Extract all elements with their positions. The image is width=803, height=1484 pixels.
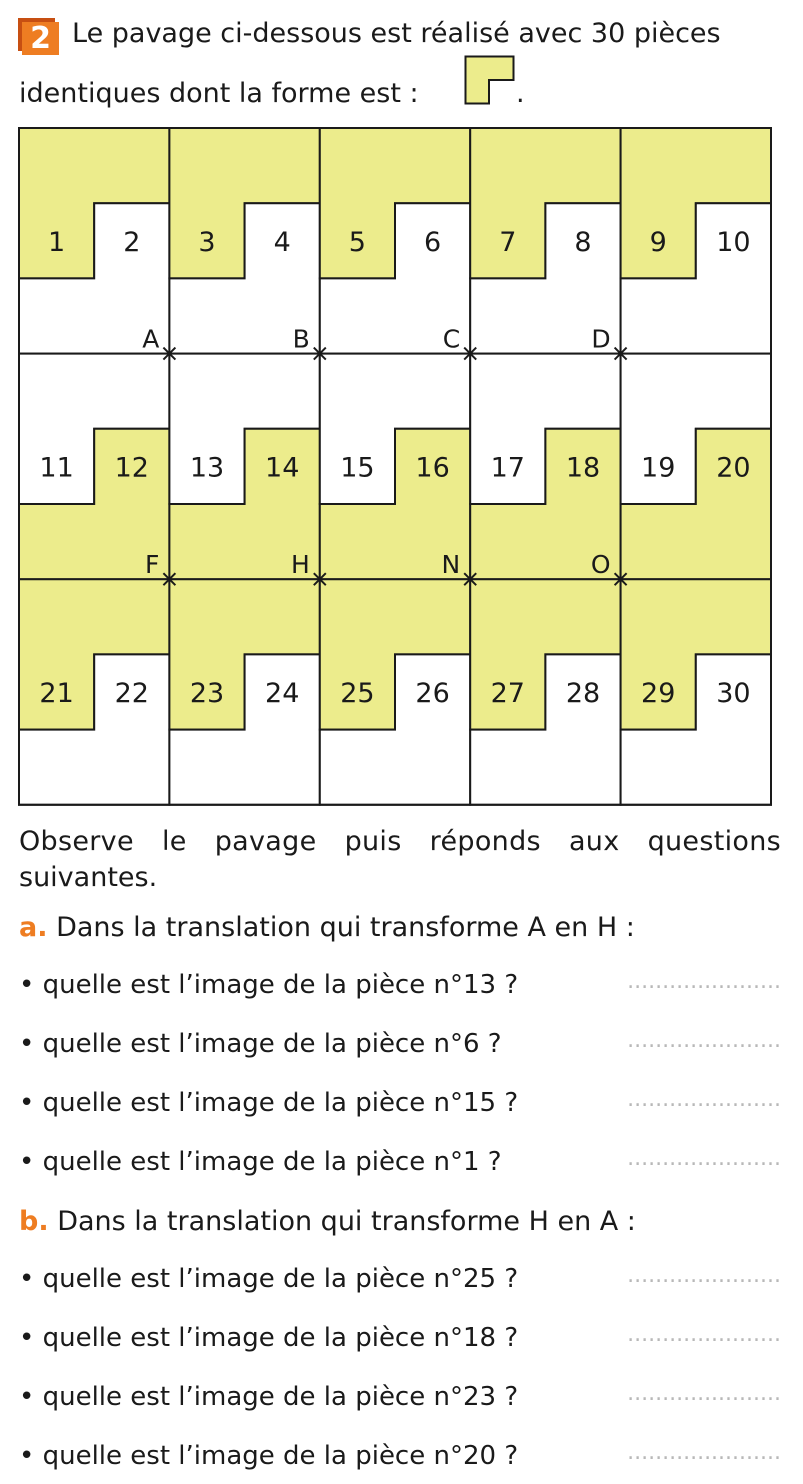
piece-number-19: 19 (641, 452, 676, 484)
section-a-text: Dans la translation qui transforme A en H : (56, 912, 635, 943)
piece-number-15: 15 (340, 452, 375, 484)
piece-number-17: 17 (490, 452, 525, 484)
piece-number-25: 25 (340, 678, 375, 709)
question-a1 (19, 970, 781, 1000)
piece-number-12: 12 (114, 452, 149, 484)
piece-number-20: 20 (716, 452, 751, 484)
piece-number-24: 24 (265, 678, 300, 709)
instruction-line-2: suivantes. (19, 862, 158, 893)
piece-number-29: 29 (641, 678, 676, 709)
answer-blank-a4[interactable]: ...................... (627, 1146, 781, 1171)
piece-number-27: 27 (490, 678, 525, 709)
piece-number-8: 8 (574, 226, 592, 258)
answer-blank-a1[interactable]: ...................... (627, 969, 781, 994)
question-a2-text: • quelle est l’image de la pièce n°6 ? (19, 1029, 502, 1059)
question-b3-text: • quelle est l’image de la pièce n°23 ? (19, 1382, 519, 1412)
piece-number-14: 14 (265, 452, 300, 484)
piece-number-2: 2 (123, 226, 141, 258)
section-b-heading (19, 1206, 636, 1237)
piece-number-16: 16 (415, 452, 450, 484)
point-label-N: N (441, 550, 461, 580)
answer-blank-b1[interactable]: ...................... (627, 1263, 781, 1288)
piece-number-30: 30 (716, 678, 751, 709)
piece-number-18: 18 (565, 452, 601, 484)
exercise-number: 2 (22, 22, 59, 55)
piece-number-23: 23 (189, 678, 225, 709)
answer-blank-a2[interactable]: ...................... (627, 1028, 781, 1053)
point-label-D: D (591, 324, 611, 354)
instruction-line-1: Observe le pavage puis réponds aux questions (19, 826, 781, 857)
section-a-letter: a. (19, 912, 48, 943)
piece-number-21: 21 (39, 678, 74, 709)
question-b4 (19, 1441, 781, 1471)
point-label-A: A (142, 324, 160, 354)
point-label-H: H (290, 550, 310, 580)
question-a3 (19, 1088, 781, 1118)
question-b2-text: • quelle est l’image de la pièce n°18 ? (19, 1323, 519, 1353)
piece-number-9: 9 (649, 226, 667, 258)
piece-number-11: 11 (39, 452, 74, 484)
piece-number-5: 5 (348, 226, 366, 258)
piece-number-22: 22 (114, 678, 149, 709)
answer-blank-b3[interactable]: ...................... (627, 1381, 781, 1406)
piece-number-3: 3 (198, 226, 216, 258)
section-b-text: Dans la translation qui transforme H en A : (57, 1206, 636, 1237)
question-a4-text: • quelle est l’image de la pièce n°1 ? (19, 1147, 502, 1177)
piece-number-6: 6 (424, 226, 442, 258)
piece-number-13: 13 (189, 452, 225, 484)
section-a-heading (19, 912, 635, 943)
question-b1 (19, 1264, 781, 1294)
answer-blank-b2[interactable]: ...................... (627, 1322, 781, 1347)
intro-end: . (516, 78, 525, 109)
section-b-letter: b. (19, 1206, 49, 1237)
intro-line-1: Le pavage ci-dessous est réalisé avec 30 pièces (72, 18, 721, 49)
question-a1-text: • quelle est l’image de la pièce n°13 ? (19, 970, 519, 1000)
question-b4-text: • quelle est l’image de la pièce n°20 ? (19, 1441, 519, 1471)
answer-blank-b4[interactable]: ...................... (627, 1440, 781, 1465)
question-a4 (19, 1147, 781, 1177)
piece-number-4: 4 (273, 226, 291, 258)
point-label-B: B (292, 324, 310, 354)
point-label-O: O (590, 550, 611, 580)
point-label-C: C (442, 324, 461, 354)
intro-line-2-text: identiques dont la forme est : (19, 78, 419, 109)
piece-number-28: 28 (565, 678, 601, 709)
piece-number-10: 10 (716, 226, 751, 258)
piece-number-1: 1 (48, 226, 66, 258)
piece-number-26: 26 (415, 678, 450, 709)
question-b3 (19, 1382, 781, 1412)
question-b2 (19, 1323, 781, 1353)
answer-blank-a3[interactable]: ...................... (627, 1087, 781, 1112)
question-b1-text: • quelle est l’image de la pièce n°25 ? (19, 1264, 519, 1294)
question-a3-text: • quelle est l’image de la pièce n°15 ? (19, 1088, 519, 1118)
question-a2 (19, 1029, 781, 1059)
point-label-F: F (145, 550, 160, 580)
piece-number-7: 7 (499, 226, 517, 258)
